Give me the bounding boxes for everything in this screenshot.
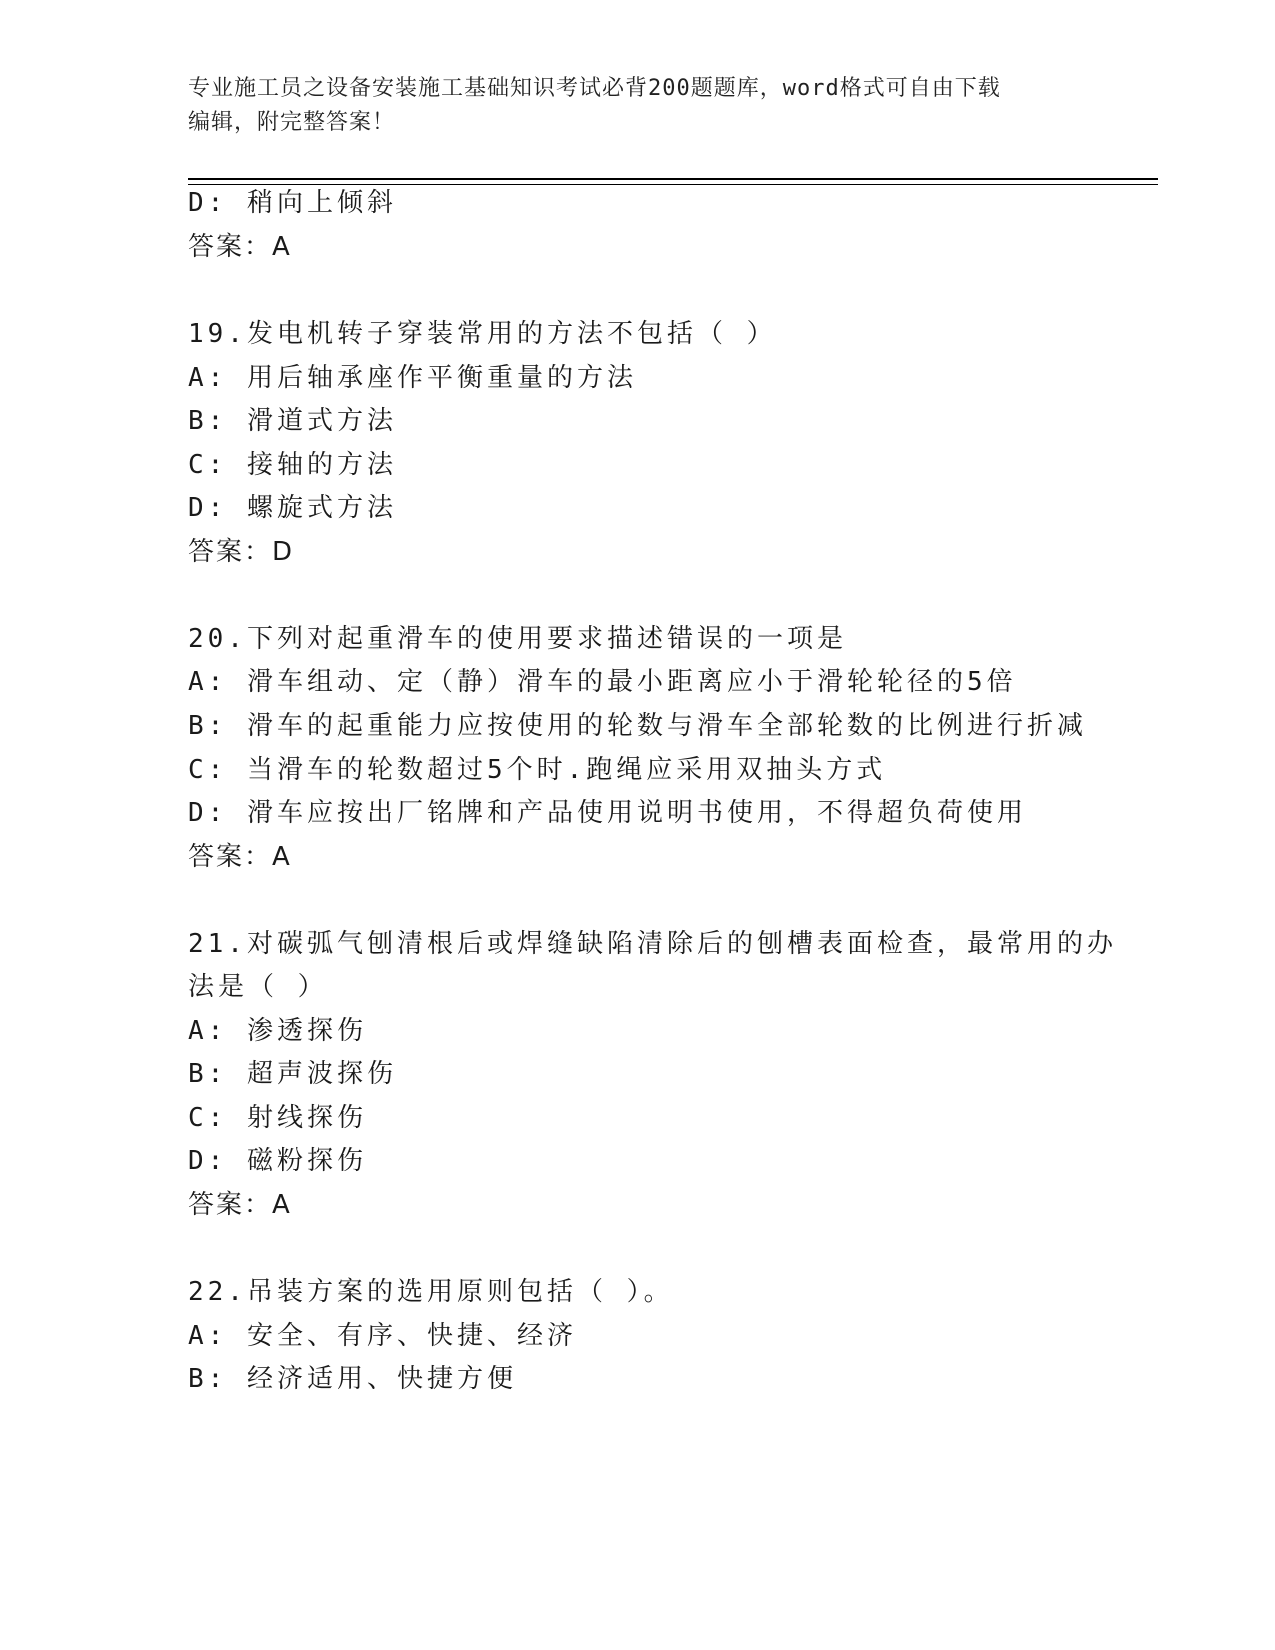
q21-stem-line-1: 21.对碳弧气刨清根后或焊缝缺陷清除后的刨槽表面检查，最常用的办 xyxy=(188,929,1117,959)
header-divider-thin xyxy=(188,184,1158,185)
q20-option-b: B: 滑车的起重能力应按使用的轮数与滑车全部轮数的比例进行折减 xyxy=(188,711,1087,741)
q21-stem-line-2: 法是（ ） xyxy=(188,972,328,1002)
q20-option-c: C: 当滑车的轮数超过5个时.跑绳应采用双抽头方式 xyxy=(188,755,887,785)
q19-answer: 答案：D xyxy=(188,537,295,567)
header-title-line-1: 专业施工员之设备安装施工基础知识考试必背200题题库，word格式可自由下载 xyxy=(188,76,1001,101)
q19-option-b: B: 滑道式方法 xyxy=(188,406,397,436)
q22-option-b: B: 经济适用、快捷方便 xyxy=(188,1364,517,1394)
q19-option-c: C: 接轴的方法 xyxy=(188,450,397,480)
q19-option-a: A: 用后轴承座作平衡重量的方法 xyxy=(188,363,637,393)
q22-stem: 22.吊装方案的选用原则包括（ ）。 xyxy=(188,1277,674,1307)
q20-stem: 20.下列对起重滑车的使用要求描述错误的一项是 xyxy=(188,624,847,654)
prev-option-d: D: 稍向上倾斜 xyxy=(188,188,397,218)
q21-option-c: C: 射线探伤 xyxy=(188,1103,367,1133)
q20-option-d: D: 滑车应按出厂铭牌和产品使用说明书使用，不得超负荷使用 xyxy=(188,798,1027,828)
q20-option-a: A: 滑车组动、定（静）滑车的最小距离应小于滑轮轮径的5倍 xyxy=(188,667,1017,697)
q19-option-d: D: 螺旋式方法 xyxy=(188,493,397,523)
q21-option-d: D: 磁粉探伤 xyxy=(188,1146,367,1176)
q21-option-a: A: 渗透探伤 xyxy=(188,1016,367,1046)
header-title-line-2: 编辑，附完整答案！ xyxy=(188,110,396,135)
prev-answer: 答案：A xyxy=(188,232,292,262)
q19-stem: 19.发电机转子穿装常用的方法不包括（ ） xyxy=(188,319,777,349)
document-header xyxy=(188,72,1088,140)
q21-option-b: B: 超声波探伤 xyxy=(188,1059,397,1089)
q21-answer: 答案：A xyxy=(188,1190,292,1220)
header-divider-thick xyxy=(188,178,1158,180)
q20-answer: 答案：A xyxy=(188,842,292,872)
q22-option-a: A: 安全、有序、快捷、经济 xyxy=(188,1321,577,1351)
